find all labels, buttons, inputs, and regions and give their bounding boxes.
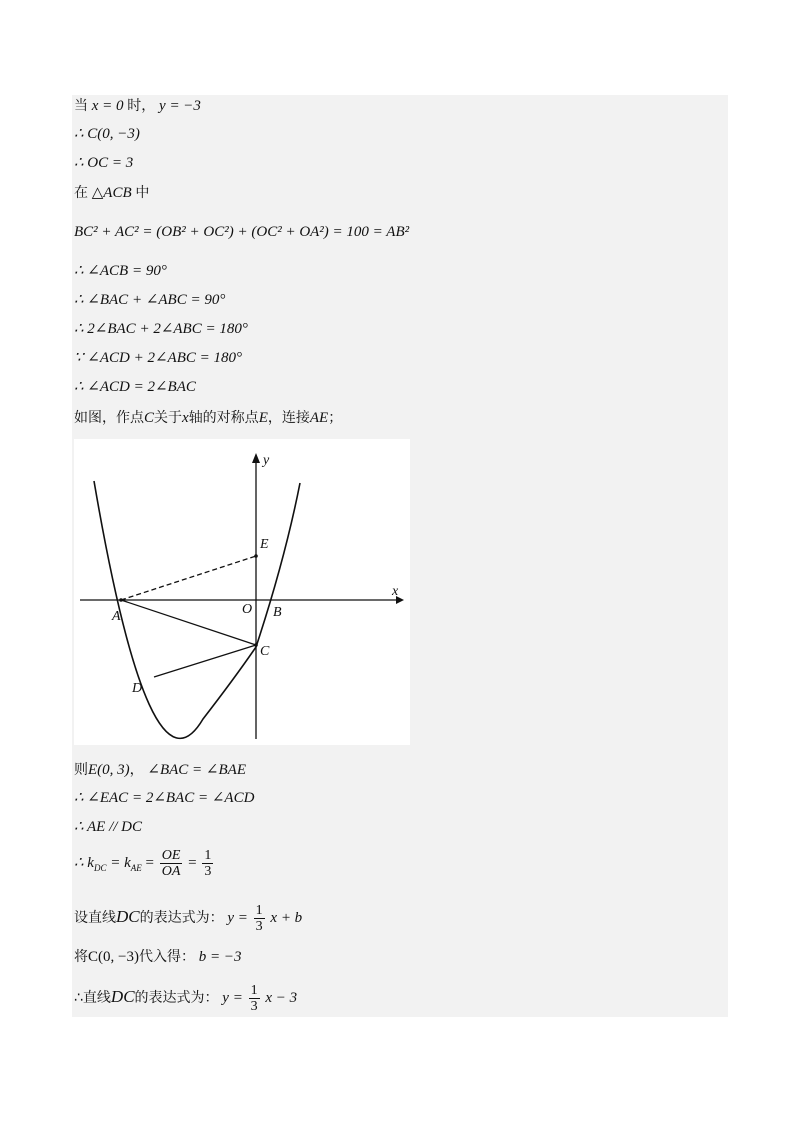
- figure-svg: [74, 439, 410, 745]
- line-9: ∵ ∠ACD + 2∠ABC = 180°: [74, 350, 243, 366]
- math: y =: [227, 910, 252, 926]
- point-c: [254, 643, 258, 647]
- math: C: [144, 410, 155, 426]
- line-10: ∴ ∠ACD = 2∠BAC: [74, 379, 196, 395]
- math: AE: [309, 410, 329, 426]
- denominator: 3: [250, 999, 258, 1015]
- line-18: [74, 980, 297, 1015]
- math: E: [258, 410, 268, 426]
- segment-ae: [121, 556, 256, 600]
- math: x: [182, 410, 189, 426]
- math: x − 3: [265, 990, 298, 1006]
- text: 代入得：: [138, 949, 195, 965]
- fraction-one-third: [202, 848, 213, 879]
- math: DC: [116, 907, 140, 926]
- line-16: [74, 900, 302, 935]
- y-axis-arrow-icon: [252, 453, 260, 463]
- line-15: [74, 846, 215, 885]
- math: =: [141, 855, 158, 871]
- math: y =: [222, 990, 247, 1006]
- line-5: BC² + AC² = (OB² + OC²) + (OC² + OA²) = 100 = AB²: [74, 224, 410, 240]
- math: ∠BAC = ∠BAE: [147, 762, 246, 778]
- fraction-oe-oa: [160, 848, 183, 879]
- segment-dc: [154, 645, 256, 677]
- label-o: O: [242, 602, 253, 617]
- text: 的表达式为：: [139, 910, 224, 926]
- math: △ACB: [91, 185, 132, 201]
- fraction-one-third: [249, 983, 260, 1014]
- line-2: ∴ C(0, −3): [74, 126, 140, 142]
- text: 则: [74, 762, 88, 778]
- line-4: [74, 183, 149, 203]
- math: DC: [110, 987, 135, 1006]
- line-14: ∴ AE // DC: [74, 819, 143, 835]
- text: ，连接: [267, 410, 310, 426]
- label-y: y: [263, 453, 270, 468]
- label-c: C: [260, 644, 270, 659]
- label-x: x: [392, 584, 399, 599]
- denominator: 3: [255, 919, 263, 935]
- text: 时，: [127, 98, 156, 114]
- line-11: [74, 408, 342, 428]
- math: =: [188, 855, 201, 871]
- denominator: 3: [204, 864, 212, 880]
- line-8: ∴ 2∠BAC + 2∠ABC = 180°: [74, 321, 248, 337]
- math: x + b: [270, 910, 303, 926]
- fraction-one-third: [254, 903, 265, 934]
- line-13: ∴ ∠EAC = 2∠BAC = ∠ACD: [74, 790, 255, 806]
- point-e: [254, 554, 258, 558]
- text: 当: [74, 98, 88, 114]
- label-e: E: [260, 537, 269, 552]
- math: C(0, −3): [88, 949, 139, 965]
- line-3: ∴ OC = 3: [74, 155, 134, 171]
- text: ，: [129, 762, 144, 778]
- math-subscript: DC: [93, 863, 107, 873]
- math-subscript: AE: [130, 863, 142, 873]
- text: 轴的对称点: [188, 410, 259, 426]
- text: 将: [74, 949, 88, 965]
- label-b: B: [273, 605, 282, 620]
- text: ；: [328, 410, 343, 426]
- text: 关于: [154, 410, 183, 426]
- point-a: [119, 598, 123, 602]
- line-17: [74, 947, 241, 967]
- line-6: ∴ ∠ACB = 90°: [74, 263, 167, 279]
- numerator: 1: [255, 903, 263, 919]
- line-12: [74, 760, 246, 780]
- math: x = 0: [91, 98, 124, 114]
- math: = k: [106, 855, 131, 871]
- label-d: D: [132, 681, 143, 696]
- math: b = −3: [198, 949, 242, 965]
- denominator: OA: [161, 864, 181, 880]
- text: 在: [74, 185, 88, 201]
- text: 中: [135, 185, 150, 201]
- numerator: 1: [204, 848, 212, 864]
- math: ∴ k: [74, 855, 94, 871]
- text: 设直线: [74, 910, 116, 926]
- segment-ac: [121, 600, 256, 645]
- line-1: [74, 96, 201, 116]
- math: E(0, 3): [88, 762, 130, 778]
- text: ∴直线: [74, 990, 111, 1006]
- math: y = −3: [159, 98, 201, 114]
- parabola-curve: [94, 481, 300, 738]
- label-a: A: [112, 609, 121, 624]
- text: 的表达式为：: [134, 990, 219, 1006]
- parabola-figure: [74, 439, 410, 745]
- line-7: ∴ ∠BAC + ∠ABC = 90°: [74, 292, 226, 308]
- numerator: 1: [250, 983, 258, 999]
- text: 如图，作点: [74, 410, 144, 426]
- numerator: OE: [161, 848, 181, 864]
